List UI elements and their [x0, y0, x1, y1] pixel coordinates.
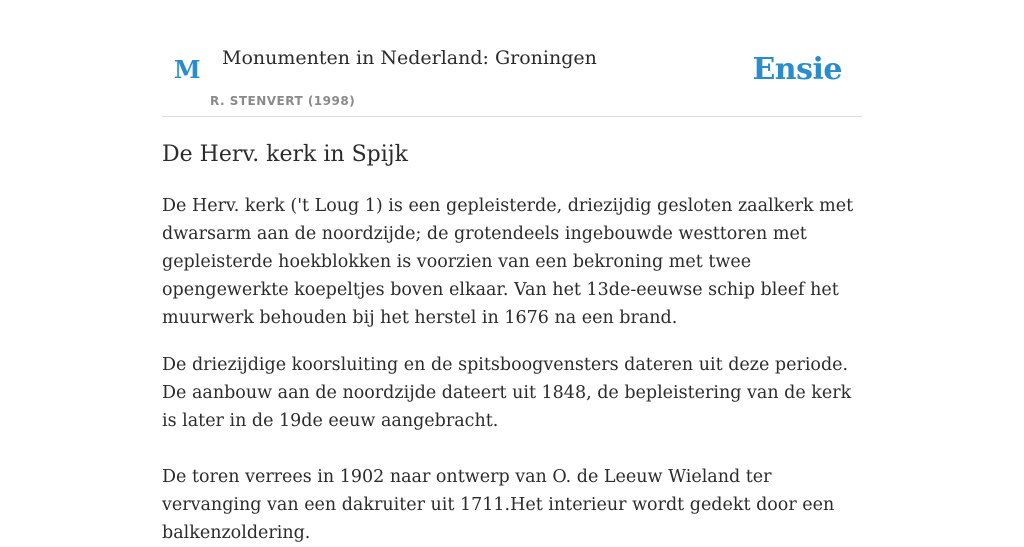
ensie-logo-link[interactable]: Ensie [752, 52, 842, 87]
article-paragraph-3: De toren verrees in 1902 naar ontwerp van O. de Leeuw Wieland ter vervanging van een dakruiter uit 1711.Het interieur wordt gedekt door een balkenzoldering. [162, 467, 835, 543]
article-paragraph-1: De Herv. kerk ('t Loug 1) is een gepleisterde, driezijdig gesloten zaalkerk met dwarsarm aan de noordzijde; de grotendeels ingebouwde westtoren met gepleisterde hoekblokken is voorzien van een bekroning met twee opengewerkte koepeltjes boven elkaar. Van het 13de-eeuwse schip bleef het muurwerk behouden bij het herstel in 1676 na een brand. [162, 196, 854, 328]
author-label: R. STENVERT (1998) [210, 94, 356, 108]
article-paragraph-2: De driezijdige koorsluiting en de spitsboogvensters dateren uit deze periode. De aanbouw aan de noordzijde dateert uit 1848, de bepleistering van de kerk is later in de 19de eeuw aangebracht. [162, 355, 852, 431]
article-title: De Herv. kerk in Spijk [162, 142, 408, 167]
page-header [162, 0, 862, 117]
book-logo-icon: M [174, 55, 201, 84]
book-title-link[interactable]: Monumenten in Nederland: Groningen [222, 47, 597, 69]
